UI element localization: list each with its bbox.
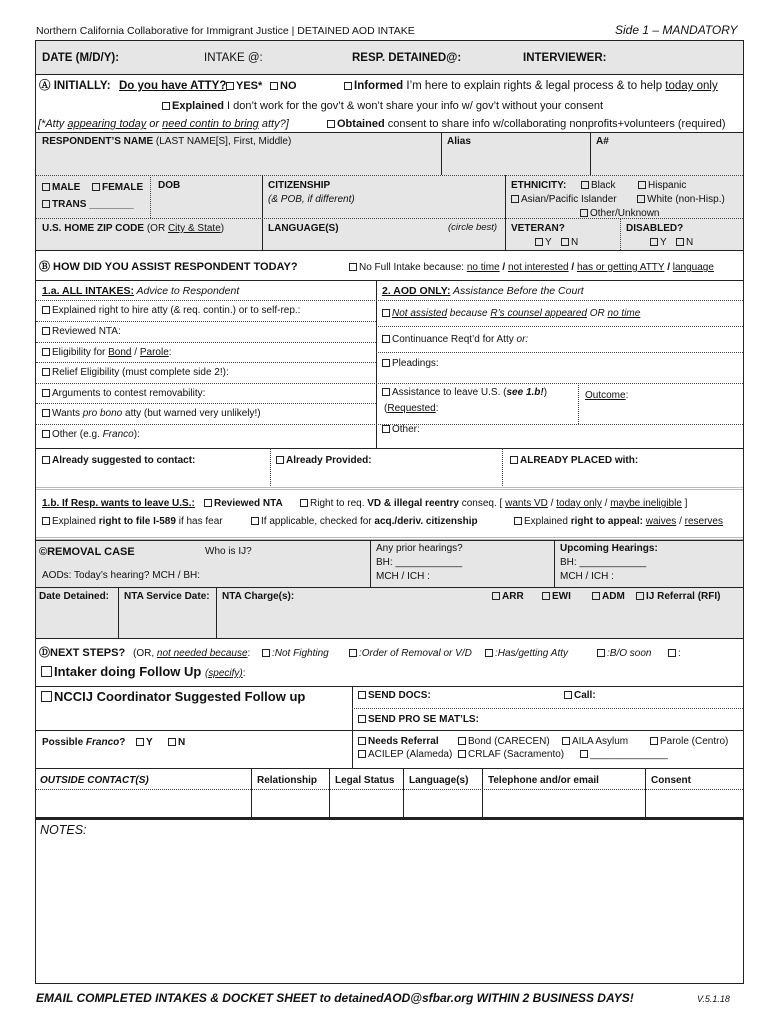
divider (36, 789, 743, 790)
send-pro-se[interactable]: SEND PRO SE MAT’LS: (358, 714, 479, 726)
aila-asylum[interactable]: AILA Asylum (562, 736, 628, 748)
checkbox[interactable] (42, 368, 50, 376)
divider (578, 383, 579, 424)
checkbox[interactable] (42, 200, 50, 208)
atty-question: Do you have ATTY? (119, 80, 227, 92)
version-label: V.5.1.18 (697, 994, 730, 1004)
checkbox[interactable] (580, 209, 588, 217)
divider (36, 383, 743, 384)
upcoming-bh-field[interactable]: BH: ____________ (560, 557, 647, 568)
other-reason-option[interactable]: : (668, 648, 681, 660)
divider (376, 280, 377, 448)
nccij-follow-up[interactable]: NCCIJ Coordinator Suggested Follow up (41, 690, 305, 705)
checkbox[interactable] (650, 737, 658, 745)
email-instructions: EMAIL COMPLETED INTAKES & DOCKET SHEET to detainedAOD@sfbar.org WITHIN 2 BUSINESS DAYS! (36, 991, 634, 1005)
other-ethnicity-option[interactable]: Other/Unknown (580, 208, 659, 220)
divider (36, 300, 743, 301)
prior-hearings-label: Any prior hearings? (376, 543, 463, 554)
section-b-label: Ⓑ HOW DID YOU ASSIST RESPONDENT TODAY? (39, 261, 298, 273)
checkbox[interactable] (382, 335, 390, 343)
divider (251, 768, 252, 818)
all-intakes-heading: 1.a. ALL INTAKES: Advice to Respondent (42, 285, 240, 297)
checkbox[interactable] (510, 456, 518, 464)
bo-soon-option[interactable]: :B/O soon (597, 648, 651, 660)
nta-service-date-field[interactable]: NTA Service Date: (124, 591, 210, 602)
upcoming-hearings-label: Upcoming Hearings: (560, 543, 658, 554)
checkbox[interactable] (344, 82, 352, 90)
adm-option[interactable]: ADM (592, 591, 625, 603)
checkbox[interactable] (204, 499, 212, 507)
leave-us-box (36, 487, 743, 540)
checkbox[interactable] (226, 82, 234, 90)
divider (645, 768, 646, 818)
divider (370, 540, 371, 587)
divider (36, 817, 743, 820)
white-option[interactable]: White (non-Hisp.) (637, 194, 725, 206)
checkbox[interactable] (358, 750, 366, 758)
divider (376, 352, 743, 353)
section-d-label: ⒹNEXT STEPS? (39, 647, 126, 659)
not-fighting-option[interactable]: :Not Fighting (262, 648, 329, 660)
circle-best-note: (circle best) (448, 222, 498, 233)
checkbox[interactable] (162, 102, 170, 110)
divider (36, 321, 376, 322)
female-option[interactable]: FEMALE (92, 182, 143, 194)
checkbox[interactable] (42, 389, 50, 397)
divider (36, 74, 743, 75)
divider (329, 768, 330, 818)
checkbox[interactable] (358, 691, 366, 699)
consent-header: Consent (651, 775, 691, 786)
advice-arguments[interactable]: Arguments to contest removability: (42, 388, 205, 400)
ewi-option[interactable]: EWI (542, 591, 571, 603)
advice-other[interactable]: Other (e.g. Franco): (42, 429, 140, 441)
advice-pro-bono[interactable]: Wants pro bono atty (but warned very unlikely!) (42, 408, 261, 420)
intaker-follow-up[interactable]: Intaker doing Follow Up (specify): (41, 665, 246, 680)
checkbox[interactable] (514, 517, 522, 525)
checkbox[interactable] (542, 592, 550, 600)
intake-field[interactable]: INTAKE @: (204, 52, 263, 64)
zip-field[interactable]: U.S. HOME ZIP CODE (OR City & State) (42, 223, 225, 234)
divider (36, 132, 743, 133)
divider (36, 730, 743, 731)
aod-other[interactable]: Other: (382, 424, 420, 436)
divider (150, 175, 151, 218)
form-header-title: Northern California Collaborative for Immigrant Justice | DETAINED AOD INTAKE (36, 25, 415, 37)
notes-label: NOTES: (40, 823, 87, 837)
divider (352, 686, 353, 768)
checkbox[interactable] (382, 388, 390, 396)
divider (36, 540, 743, 541)
divider (36, 587, 743, 588)
outside-contacts-header: OUTSIDE CONTACT(S) (40, 775, 149, 786)
checkbox[interactable] (511, 195, 519, 203)
atty-note: [*Atty appearing today or need contin to bring atty?] (38, 118, 289, 130)
divider (36, 280, 743, 281)
section-a-label: Ⓐ INITIALLY: (39, 80, 111, 92)
citizenship-field[interactable]: CITIZENSHIP (268, 180, 331, 191)
checkbox[interactable] (92, 183, 100, 191)
leave-right-vd[interactable]: Right to req. VD & illegal reentry conseq. [ wants VD / today only / maybe ineligible ] (300, 498, 687, 510)
atty-no-option[interactable]: NO (270, 80, 297, 93)
no-full-intake-option[interactable]: No Full Intake because: no time / not interested / has or getting ATTY / language (349, 262, 714, 274)
divider (352, 708, 743, 709)
checkbox[interactable] (42, 517, 50, 525)
divider (118, 587, 119, 638)
male-option[interactable]: MALE (42, 182, 80, 194)
divider (554, 540, 555, 587)
respondent-name-field[interactable]: RESPONDENT’S NAME (LAST NAME[S], First, Middle) (42, 136, 292, 147)
aod-only-heading: 2. AOD ONLY: Assistance Before the Court (382, 285, 584, 297)
checkbox[interactable] (597, 649, 605, 657)
divider (376, 326, 743, 327)
disabled-label: DISABLED? (626, 223, 684, 234)
checkbox[interactable] (42, 348, 50, 356)
leave-us-label: 1.b. If Resp. wants to leave U.S.: (42, 498, 195, 509)
date-detained-field[interactable]: Date Detained: (39, 591, 110, 602)
checkbox[interactable] (276, 456, 284, 464)
hispanic-option[interactable]: Hispanic (638, 180, 686, 192)
crlaf-sacramento[interactable]: CRLAF (Sacramento) (458, 749, 564, 761)
checkbox[interactable] (535, 238, 543, 246)
checkbox[interactable] (262, 649, 270, 657)
divider (36, 448, 743, 449)
language-field[interactable]: LANGUAGE(S) (268, 223, 339, 234)
languages-header: Language(s) (409, 775, 469, 786)
black-option[interactable]: Black (581, 180, 615, 192)
divider (482, 768, 483, 818)
divider (36, 342, 376, 343)
checkbox[interactable] (327, 120, 335, 128)
leave-acq-citizenship[interactable]: If applicable, checked for acq./deriv. citizenship (251, 516, 478, 528)
disabled-no[interactable]: N (676, 237, 693, 249)
aod-pleadings[interactable]: Pleadings: (382, 358, 439, 370)
prior-bh-field[interactable]: BH: ____________ (376, 557, 463, 568)
checkbox[interactable] (42, 327, 50, 335)
ij-referral-option[interactable]: IJ Referral (RFI) (636, 591, 720, 603)
divider (502, 448, 503, 486)
franco-no[interactable]: N (168, 737, 185, 749)
checkbox[interactable] (382, 309, 390, 317)
checkbox[interactable] (42, 306, 50, 314)
leave-appeal[interactable]: Explained right to appeal: waives / reserves (514, 516, 723, 528)
checkbox[interactable] (382, 425, 390, 433)
divider (36, 362, 376, 363)
arr-option[interactable]: ARR (492, 591, 524, 603)
checkbox[interactable] (636, 592, 644, 600)
who-is-ij-field[interactable]: Who is IJ? (205, 546, 252, 557)
divider (590, 132, 591, 175)
removal-block-bg (36, 540, 743, 638)
interviewer-field[interactable]: INTERVIEWER: (523, 52, 607, 64)
aod-continuance[interactable]: Continuance Reqt’d for Atty or: (382, 334, 528, 346)
call[interactable]: Call: (564, 690, 596, 702)
divider (270, 448, 271, 486)
informed-option[interactable]: Informed I’m here to explain rights & legal process & to help today only (344, 80, 718, 93)
franco-yes[interactable]: Y (136, 737, 153, 749)
checkbox[interactable] (668, 649, 676, 657)
disabled-yes[interactable]: Y (650, 237, 667, 249)
already-provided[interactable]: Already Provided: (276, 455, 372, 467)
advice-eligibility-bond[interactable]: Eligibility for Bond / Parole: (42, 347, 172, 359)
next-steps-not-needed: (OR, not needed because: (133, 648, 251, 659)
divider (216, 587, 217, 638)
checkbox[interactable] (676, 238, 684, 246)
checkbox[interactable] (580, 750, 588, 758)
relationship-header: Relationship (257, 775, 318, 786)
divider (36, 638, 743, 639)
already-suggested[interactable]: Already suggested to contact: (42, 455, 195, 467)
aod-not-assisted[interactable]: Not assisted because R’s counsel appeared OR no time (382, 308, 640, 320)
prior-mch-field[interactable]: MCH / ICH : (376, 571, 430, 582)
asian-option[interactable]: Asian/Pacific Islander (511, 194, 617, 206)
veteran-yes[interactable]: Y (535, 237, 552, 249)
checkbox[interactable] (270, 82, 278, 90)
order-removal-option[interactable]: :Order of Removal or V/D (349, 648, 472, 660)
checkbox[interactable] (485, 649, 493, 657)
legal-status-header: Legal Status (335, 775, 395, 786)
checkbox[interactable] (168, 738, 176, 746)
checkbox[interactable] (251, 517, 259, 525)
divider (36, 218, 743, 219)
checkbox[interactable] (458, 750, 466, 758)
upcoming-mch-field[interactable]: MCH / ICH : (560, 571, 614, 582)
divider (505, 175, 506, 250)
explained-option[interactable]: Explained I don’t work for the gov’t & won’t share your info w/ gov’t without your consent (162, 100, 603, 113)
divider (36, 175, 743, 176)
divider (620, 218, 621, 250)
advice-relief[interactable]: Relief Eligibility (must complete side 2!): (42, 367, 229, 379)
checkbox[interactable] (382, 359, 390, 367)
checkbox[interactable] (564, 691, 572, 699)
checkbox[interactable] (638, 181, 646, 189)
checkbox[interactable] (300, 499, 308, 507)
checkbox[interactable] (561, 238, 569, 246)
checkbox[interactable] (42, 183, 50, 191)
already-placed[interactable]: ALREADY PLACED with: (510, 455, 638, 467)
checkbox[interactable] (41, 691, 52, 702)
veteran-no[interactable]: N (561, 237, 578, 249)
veteran-label: VETERAN? (511, 223, 565, 234)
checkbox[interactable] (492, 592, 500, 600)
aod-outcome[interactable]: Outcome: (585, 390, 629, 401)
checkbox[interactable] (349, 649, 357, 657)
checkbox[interactable] (358, 737, 366, 745)
divider (36, 403, 376, 404)
divider (36, 686, 743, 687)
resp-detained-field[interactable]: RESP. DETAINED@: (352, 52, 462, 64)
checkbox[interactable] (42, 409, 50, 417)
pob-note: (& POB, if different) (268, 194, 355, 205)
parole-centro[interactable]: Parole (Centro) (650, 736, 728, 748)
trans-option[interactable]: TRANS ________ (42, 199, 134, 211)
checkbox[interactable] (349, 263, 357, 271)
aod-assistance-leave[interactable]: Assistance to leave U.S. (see 1.b!) (382, 387, 547, 399)
dob-field[interactable]: DOB (158, 180, 181, 191)
leave-i589[interactable]: Explained right to file I-589 if has fear (42, 516, 223, 528)
checkbox[interactable] (42, 430, 50, 438)
needs-referral[interactable]: Needs Referral (358, 736, 439, 748)
advice-reviewed-nta[interactable]: Reviewed NTA: (42, 326, 121, 338)
checkbox[interactable] (581, 181, 589, 189)
leave-reviewed-nta[interactable]: Reviewed NTA (204, 498, 283, 510)
checkbox[interactable] (358, 715, 366, 723)
obtained-option[interactable]: Obtained consent to share info w/collaborating nonprofits+volunteers (required) (327, 118, 726, 131)
checkbox[interactable] (458, 737, 466, 745)
checkbox[interactable] (136, 738, 144, 746)
acilep-alameda[interactable]: ACILEP (Alameda) (358, 749, 452, 761)
has-getting-atty-option[interactable]: :Has/getting Atty (485, 648, 568, 660)
checkbox[interactable] (562, 737, 570, 745)
checkbox[interactable] (637, 195, 645, 203)
checkbox[interactable] (41, 666, 52, 677)
divider (403, 768, 404, 818)
aods-todays-hearing[interactable]: AODs: Today’s hearing? MCH / BH: (42, 570, 201, 581)
divider (36, 768, 743, 769)
nta-charges-field[interactable]: NTA Charge(s): (222, 591, 295, 602)
checkbox[interactable] (650, 238, 658, 246)
telephone-email-header: Telephone and/or email (488, 775, 599, 786)
ethnicity-label: ETHNICITY: (511, 180, 567, 191)
alias-field[interactable]: Alias (447, 136, 471, 147)
divider (441, 132, 442, 175)
atty-yes-option[interactable]: YES* (226, 80, 262, 93)
notes-area[interactable] (36, 840, 743, 982)
bond-carecen[interactable]: Bond (CARECEN) (458, 736, 550, 748)
divider (262, 175, 263, 250)
aod-requested[interactable]: (Requested: (384, 403, 439, 414)
side-label: Side 1 – MANDATORY (615, 23, 738, 37)
date-field[interactable]: DATE (M/D/Y): (42, 52, 120, 64)
other-referral[interactable]: ______________ (580, 749, 668, 761)
checkbox[interactable] (592, 592, 600, 600)
checkbox[interactable] (42, 456, 50, 464)
advice-hire-atty[interactable]: Explained right to hire atty (& req. contin.) or to self-rep.: (42, 305, 300, 317)
section-c-label: ©REMOVAL CASE (39, 546, 135, 558)
send-docs[interactable]: SEND DOCS: (358, 690, 431, 702)
possible-franco: Possible Franco? (42, 737, 126, 748)
divider (36, 250, 743, 251)
a-number-field[interactable]: A# (596, 136, 609, 147)
